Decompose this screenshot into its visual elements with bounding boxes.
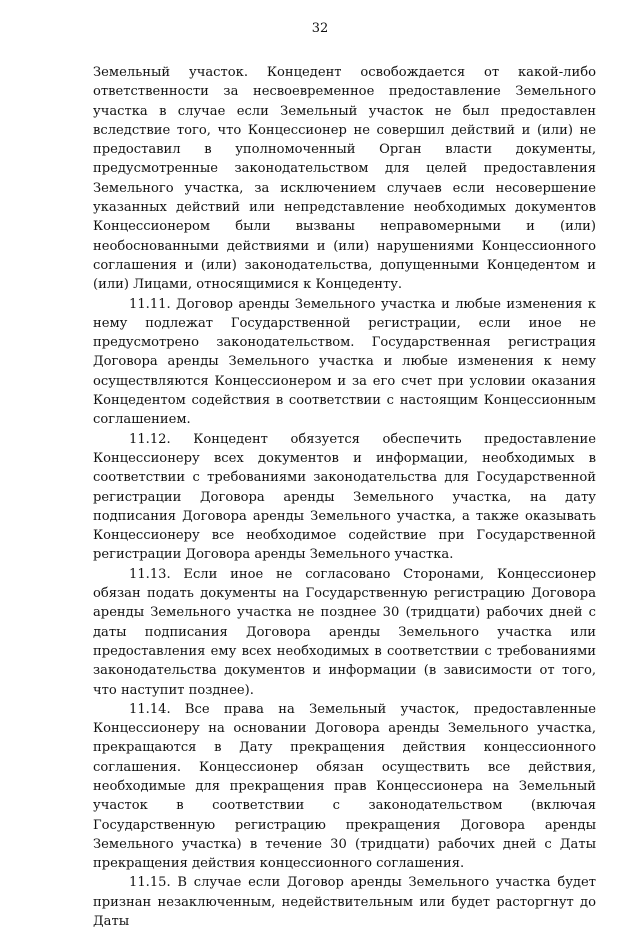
paragraph-11-12: 11.12. Концедент обязуется обеспечить предоставление Концессионеру всех документов и информации, необходимых в соответствии с требованиями законодательства для Государственной регистрации Договора аренды Земельного участка, на дату подписания Договора аренды Земельного участка, а также оказывать Концессионеру все необходимое содействие при Государственной регистрации Договора аренды Земельного участка. [93,431,596,563]
paragraph-11-11: 11.11. Договор аренды Земельного участка и любые изменения к нему подлежат Государственной регистрации, если иное не предусмотрено законодательством. Государственная регистрация Договора аренды Земельного участка и любые изменения к нему осуществляются Концессионером и за его счет при условии оказания Концедентом содействия в соответствии с настоящим Концессионным соглашением. [93,296,596,428]
page-number: 32 [311,21,329,36]
paragraph-11-15: 11.15. В случае если Договор аренды Земельного участка будет признан незаключенным, недействительным или будет расторгнут до Даты [93,875,596,930]
paragraph-continuation: Земельный участок. Концедент освобождается от какой-либо ответственности за несвоевременное предоставление Земельного участка в случае если Земельный участок не был предоставлен вследствие того, что Концессионер не совершил действий и (или) не предоставил в уполномоченный Орган власти документы, предусмотренные законодательством для целей предоставления Земельного участка, за исключением случаев если несовершение указанных действий или непредставление необходимых документов Концессионером были вызваны неправомерными и (или) необоснованными действиями и (или) нарушениями Концессионного соглашения и (или) законодательства, допущенными Концедентом и (или) Лицами, относящимися к Концеденту. [93,65,596,293]
document-body [93,63,596,931]
paragraph-11-13: 11.13. Если иное не согласовано Сторонами, Концессионер обязан подать документы на Государственную регистрацию Договора аренды Земельного участка не позднее 30 (тридцати) рабочих дней с даты подписания Договора аренды Земельного участка или предоставления ему всех необходимых в соответствии с требованиями законодательства документов и информации (в зависимости от того, что наступит позднее). [93,566,596,698]
paragraph-11-14: 11.14. Все права на Земельный участок, предоставленные Концессионеру на основании Договора аренды Земельного участка, прекращаются в Дату прекращения действия концессионного соглашения. Концессионер обязан осуществить все действия, необходимые для прекращения прав Концессионера на Земельный участок в соответствии с законодательством (включая Государственную регистрацию прекращения Договора аренды Земельного участка) в течение 30 (тридцати) рабочих дней с Даты прекращения действия концессионного соглашения. [93,701,596,872]
